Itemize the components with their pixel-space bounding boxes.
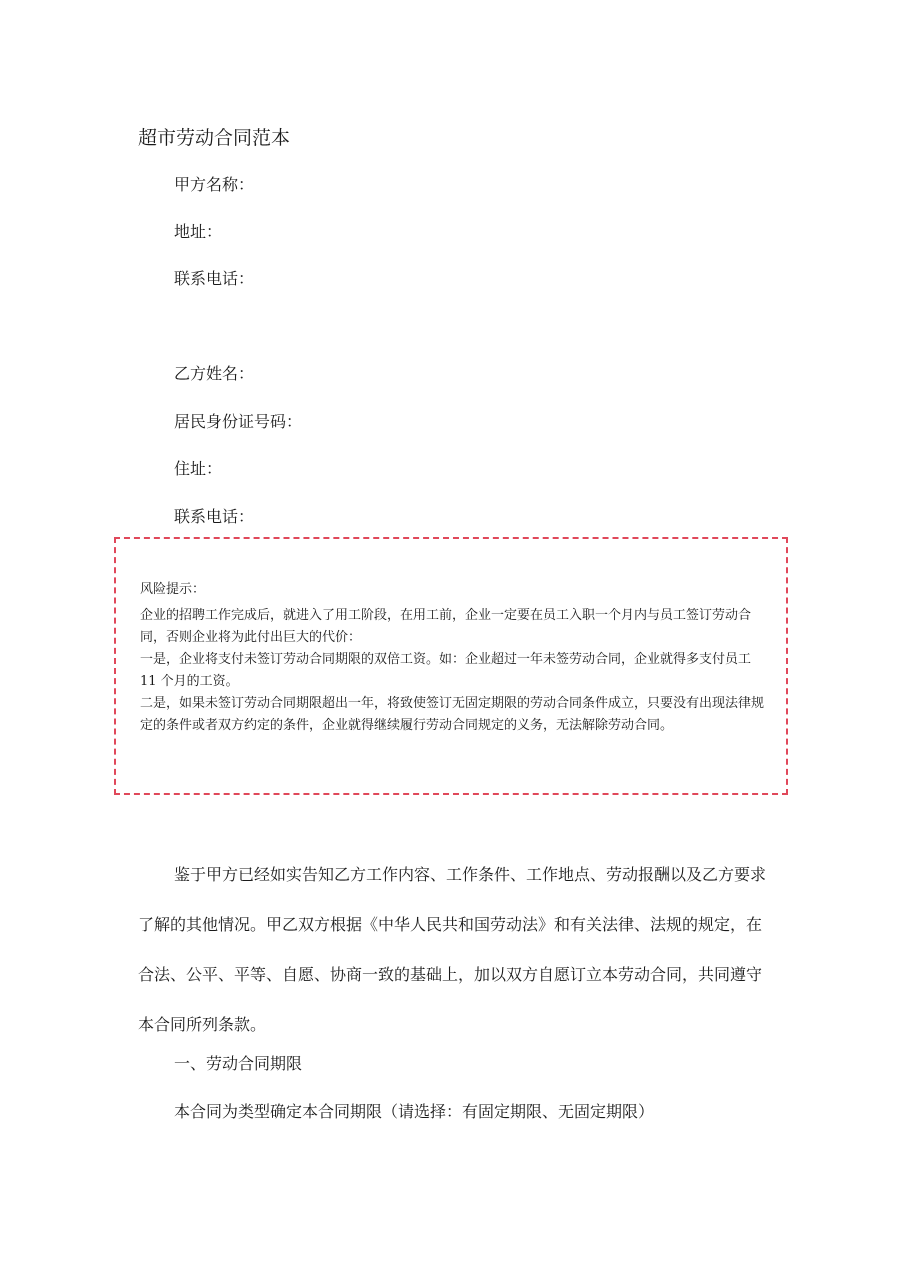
party-a-address-label: 地址： [174,222,223,241]
risk-notice-title: 风险提示： [140,582,206,597]
party-b-address-label: 住址： [174,459,223,478]
party-a-name-label: 甲方名称： [174,175,255,194]
risk-notice-paragraph-3: 二是，如果未签订劳动合同期限超出一年，将致使签订无固定期限的劳动合同条件成立，只要没有出现法律规定的条件或者双方约定的条件，企业就得继续履行劳动合同规定的义务，无法解除劳动合同。 [140,696,765,733]
party-b-phone-label: 联系电话： [174,507,255,526]
risk-notice-box [114,537,788,795]
preamble-paragraph: 鉴于甲方已经如实告知乙方工作内容、工作条件、工作地点、劳动报酬以及乙方要求了解的其他情况。甲乙双方根据《中华人民共和国劳动法》和有关法律、法规的规定，在合法、公平、平等、自愿、协商一致的基础上，加以双方自愿订立本劳动合同，共同遵守本合同所列条款。 [138,865,767,1034]
risk-notice-content [140,579,768,737]
page-title: 超市劳动合同范本 [138,127,291,149]
party-b-name-label: 乙方姓名： [174,364,255,383]
risk-notice-paragraph-1: 企业的招聘工作完成后，就进入了用工阶段，在用工前，企业一定要在员工入职一个月内与员工签订劳动合同，否则企业将为此付出巨大的代价： [140,608,752,645]
section-1-heading: 一、劳动合同期限 [174,1054,303,1073]
party-a-phone-label: 联系电话： [174,269,255,288]
section-1-text: 本合同为类型确定本合同期限（请选择：有固定期限、无固定期限） [174,1102,655,1121]
risk-notice-paragraph-2: 一是，企业将支付未签订劳动合同期限的双倍工资。如：企业超过一年未签劳动合同，企业就得多支付员工 11 个月的工资。 [140,652,752,689]
party-b-id-label: 居民身份证号码： [174,412,303,431]
